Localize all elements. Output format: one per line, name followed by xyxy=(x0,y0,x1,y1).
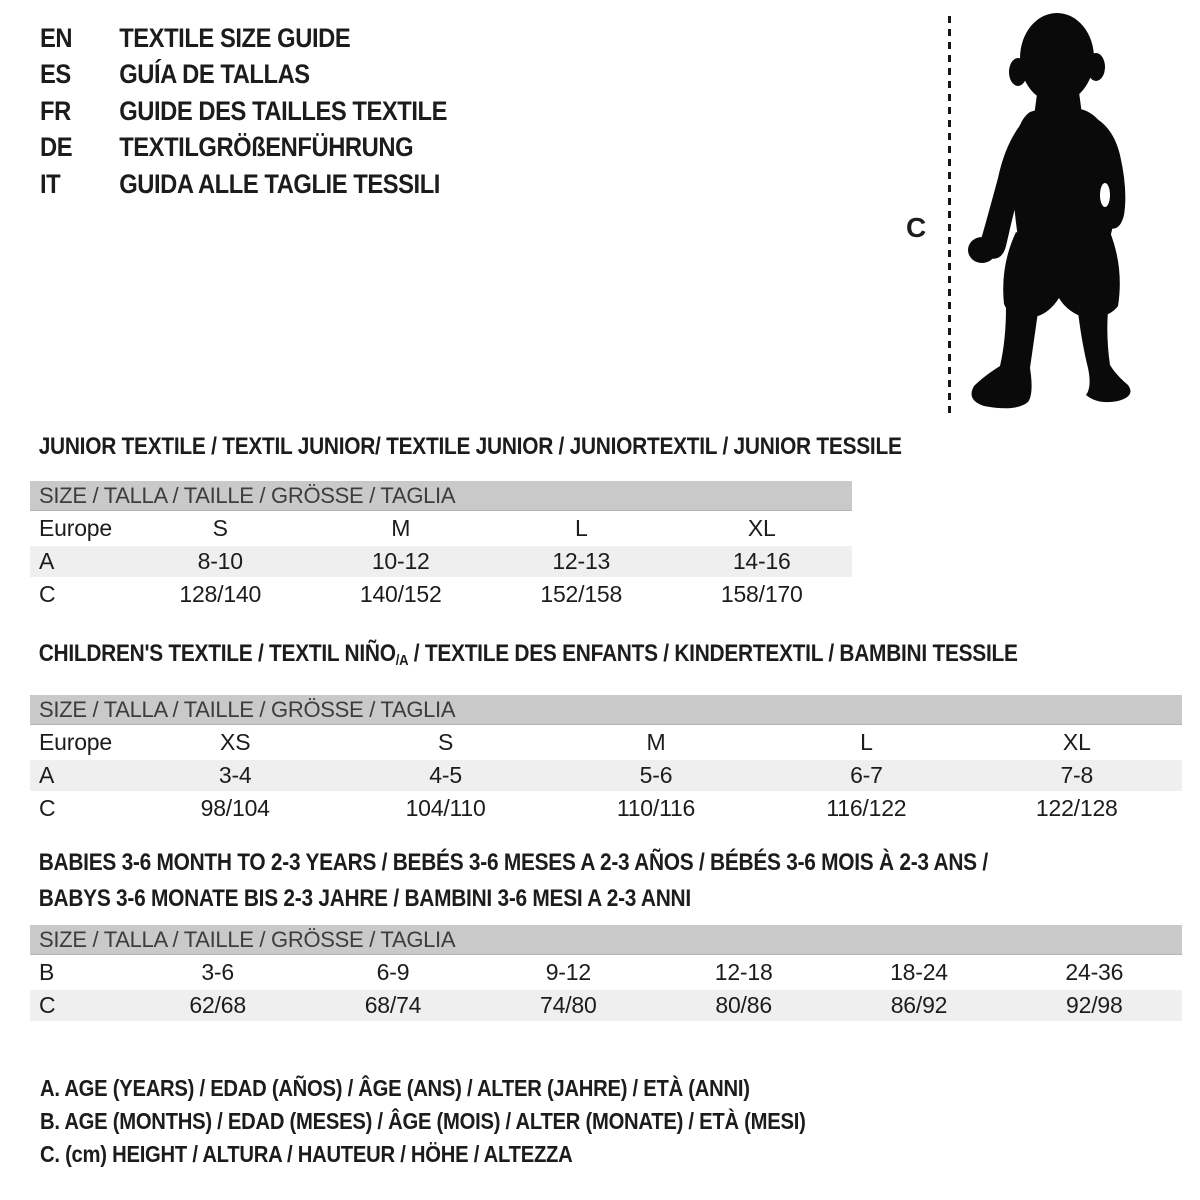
legend-line-height: C. (cm) HEIGHT / ALTURA / HAUTEUR / HÖHE / ALTEZZA xyxy=(40,1141,573,1167)
row-label: A xyxy=(39,762,55,788)
language-row-de xyxy=(40,130,447,167)
row-label: C xyxy=(39,795,56,821)
table-cell: 68/74 xyxy=(364,992,422,1018)
table-cell: XL xyxy=(1062,729,1091,755)
table-row-europe xyxy=(30,727,1182,758)
table-row-height xyxy=(30,793,1182,824)
table-row-age-months xyxy=(30,957,1182,988)
table-cell: 3-4 xyxy=(218,762,252,788)
size-header-text: SIZE / TALLA / TAILLE / GRÖSSE / TAGLIA xyxy=(39,697,456,722)
table-cell: 122/128 xyxy=(1035,795,1118,821)
children-title-part1: CHILDREN'S TEXTILE / TEXTIL NIÑO xyxy=(38,640,396,667)
language-code: FR xyxy=(40,95,71,126)
table-cell: 3-6 xyxy=(201,959,234,985)
table-cell: 7-8 xyxy=(1060,762,1094,788)
table-cell: L xyxy=(574,515,588,541)
table-row-age-years xyxy=(30,546,852,577)
guide-title-en: TEXTILE SIZE GUIDE xyxy=(119,22,351,53)
table-cell: 18-24 xyxy=(890,959,948,985)
height-measure-label: C xyxy=(906,212,927,243)
table-cell: S xyxy=(212,515,228,541)
size-header-bar xyxy=(30,925,1182,955)
size-header-text: SIZE / TALLA / TAILLE / GRÖSSE / TAGLIA xyxy=(39,927,456,952)
table-cell: 8-10 xyxy=(197,548,243,574)
babies-table-title-line2: BABYS 3-6 MONATE BIS 2-3 JAHRE / BAMBINI 3-6 MESI A 2-3 ANNI xyxy=(38,885,691,912)
table-cell: 9-12 xyxy=(545,959,591,985)
legend-line-age-months: B. AGE (MONTHS) / EDAD (MESES) / ÂGE (MOIS) / ALTER (MONATE) / ETÀ (MESI) xyxy=(40,1108,806,1134)
row-label: C xyxy=(39,581,56,607)
language-row-fr xyxy=(40,93,447,130)
row-label: C xyxy=(39,992,56,1018)
table-cell: 6-7 xyxy=(850,762,883,788)
language-row-en xyxy=(40,20,447,57)
table-cell: 140/152 xyxy=(359,581,442,607)
language-row-es xyxy=(40,57,447,94)
junior-textile-section xyxy=(30,433,902,610)
table-cell: 62/68 xyxy=(189,992,246,1018)
table-cell: 152/158 xyxy=(540,581,623,607)
table-cell: 110/116 xyxy=(616,795,696,821)
table-cell: 98/104 xyxy=(200,795,270,821)
babies-table-title-line1: BABIES 3-6 MONTH TO 2-3 YEARS / BEBÉS 3-6 MESES A 2-3 AÑOS / BÉBÉS 3-6 MOIS À 2-3 ANS / xyxy=(38,849,988,876)
table-cell: 4-5 xyxy=(429,762,462,788)
language-title-block xyxy=(40,20,447,203)
babies-textile-section xyxy=(30,845,1182,1021)
table-cell: 12-18 xyxy=(714,959,773,985)
table-cell: 14-16 xyxy=(732,548,791,574)
table-cell: 92/98 xyxy=(1066,992,1123,1018)
children-table-title xyxy=(30,641,1032,674)
measurement-legend xyxy=(40,1072,910,1171)
table-cell: 12-13 xyxy=(552,548,611,574)
table-cell: 80/86 xyxy=(715,992,772,1018)
table-row-europe xyxy=(30,513,852,544)
table-cell: XS xyxy=(220,729,251,755)
size-header-text: SIZE / TALLA / TAILLE / GRÖSSE / TAGLIA xyxy=(39,483,456,508)
language-code: IT xyxy=(40,168,61,199)
table-cell: 5-6 xyxy=(639,762,673,788)
language-row-it xyxy=(40,166,447,203)
table-row-height xyxy=(30,990,1182,1021)
language-code: ES xyxy=(40,59,71,90)
table-cell: 6-9 xyxy=(376,959,410,985)
toddler-silhouette-icon xyxy=(962,10,1147,415)
guide-title-es: GUÍA DE TALLAS xyxy=(119,59,310,90)
size-header-bar xyxy=(30,481,852,511)
size-header-bar xyxy=(30,695,1182,725)
table-row-height xyxy=(30,579,852,610)
children-title-subscript: /A xyxy=(395,652,409,669)
row-label: B xyxy=(39,959,55,985)
guide-title-de: TEXTILGRÖßENFÜHRUNG xyxy=(119,132,414,163)
language-code: EN xyxy=(40,22,73,53)
children-title-part2: / TEXTILE DES ENFANTS / KINDERTEXTIL / BAMBINI TESSILE xyxy=(408,640,1018,667)
table-cell: 128/140 xyxy=(179,581,262,607)
table-cell: XL xyxy=(747,515,776,541)
table-cell: 104/110 xyxy=(405,795,486,821)
table-cell: 86/92 xyxy=(890,992,948,1018)
childrens-textile-section xyxy=(30,641,1182,824)
table-cell: 116/122 xyxy=(826,795,907,821)
language-code: DE xyxy=(40,132,73,163)
legend-line-age-years: A. AGE (YEARS) / EDAD (AÑOS) / ÂGE (ANS) / ALTER (JAHRE) / ETÀ (ANNI) xyxy=(40,1075,750,1101)
table-cell: 10-12 xyxy=(371,548,430,574)
table-cell: 74/80 xyxy=(540,992,597,1018)
height-measure-dashed-line xyxy=(948,16,951,416)
row-label: A xyxy=(39,548,55,574)
table-cell: M xyxy=(646,729,666,755)
row-label: Europe xyxy=(39,515,112,541)
table-row-age-years xyxy=(30,760,1182,791)
table-cell: 24-36 xyxy=(1065,959,1124,985)
table-cell: L xyxy=(860,729,873,755)
row-label: Europe xyxy=(39,729,112,755)
table-cell: 158/170 xyxy=(720,581,803,607)
junior-table-title: JUNIOR TEXTILE / TEXTIL JUNIOR/ TEXTILE JUNIOR / JUNIORTEXTIL / JUNIOR TESSILE xyxy=(38,433,902,460)
table-cell: S xyxy=(438,729,454,755)
guide-title-fr: GUIDE DES TAILLES TEXTILE xyxy=(119,95,448,126)
guide-title-it: GUIDA ALLE TAGLIE TESSILI xyxy=(119,168,440,199)
table-cell: M xyxy=(391,515,411,541)
